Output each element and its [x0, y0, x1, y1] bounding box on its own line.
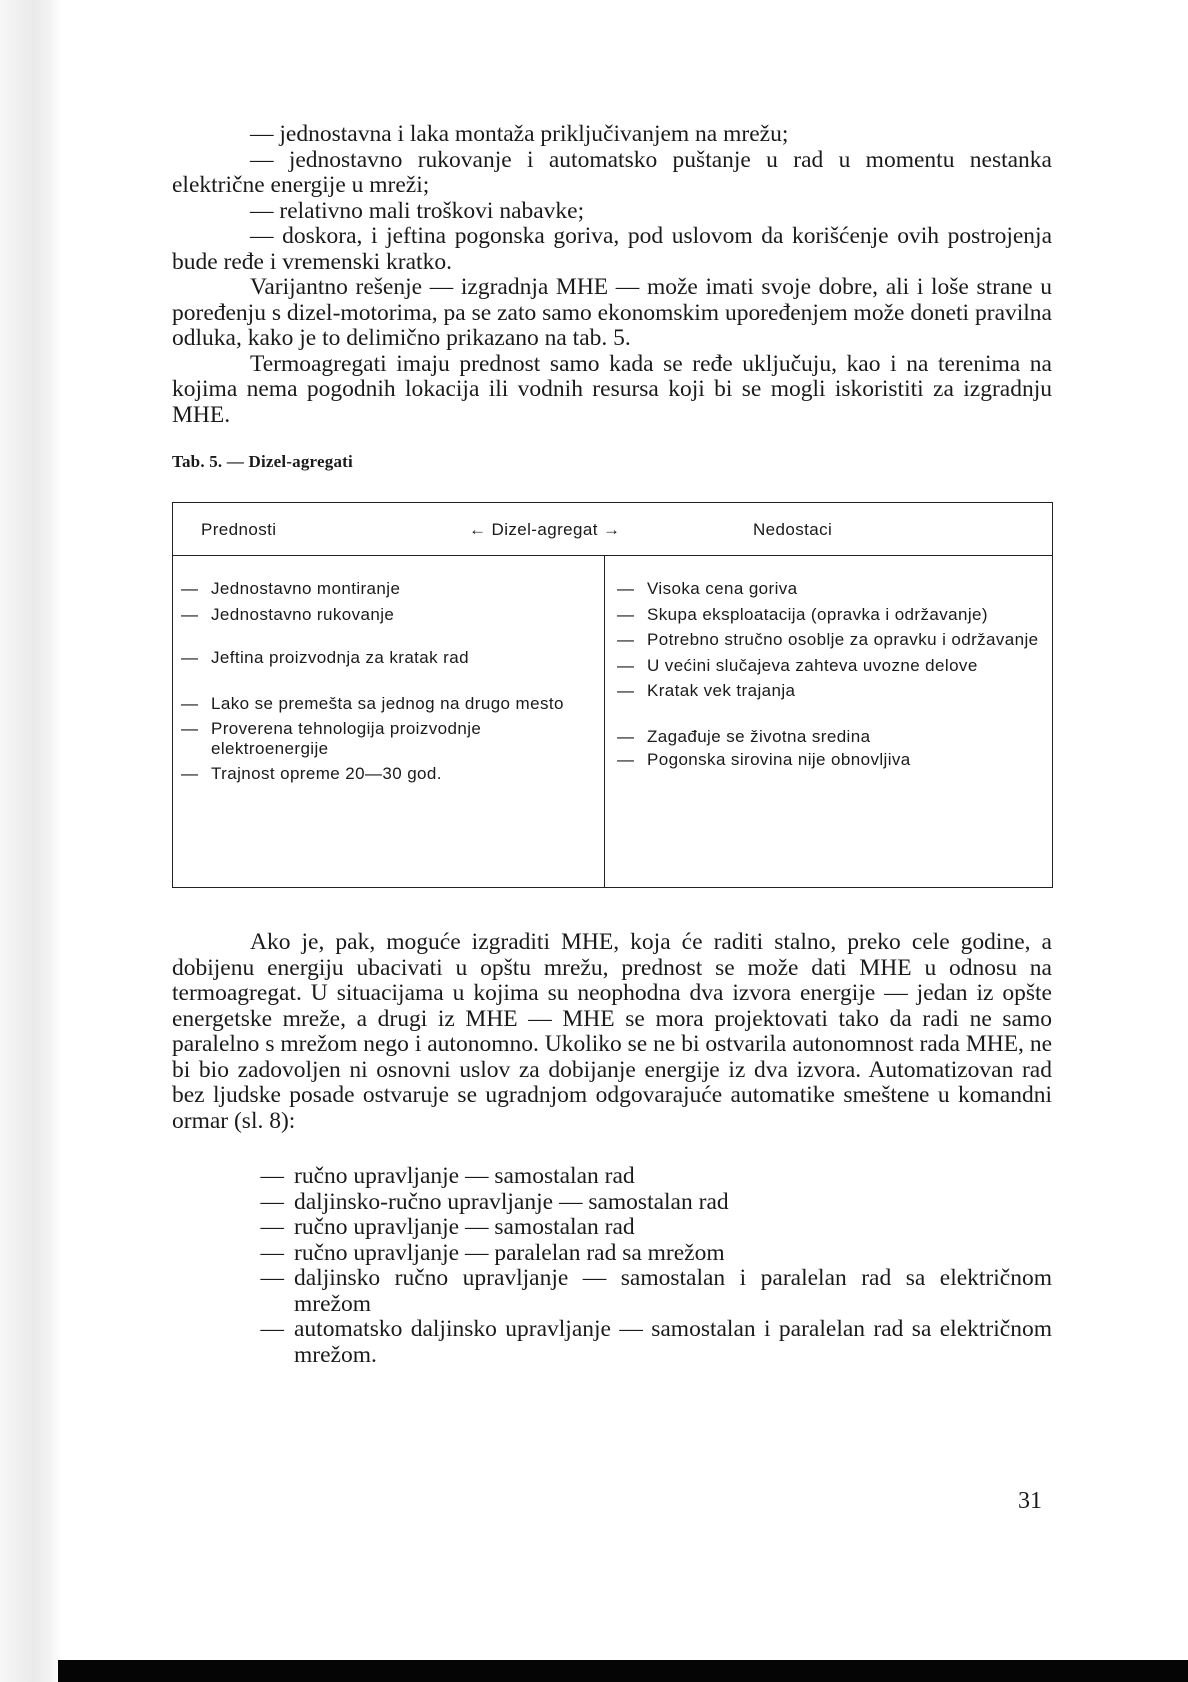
table-body [173, 556, 1052, 887]
scan-bottom-bar [58, 1660, 1188, 1682]
intro-list-item: — jednostavno rukovanje i automatsko puštanje u rad u momentu nestanka električne energije u mreži; [172, 146, 1052, 198]
advantage-item: — Lako se premešta sa jednog na drugo mesto [181, 693, 564, 713]
dizel-table [172, 502, 1053, 888]
paragraph: Varijantno rešenje — izgradnja MHE — može imati svoje dobre, ali i loše strane u poređenju s dizel-motorima, pa se zato samo ekonomskim upoređenjem može doneti pravilna odluka, kako je to delimično prikazano na tab. 5. [172, 274, 1052, 351]
disadvantage-item: — Pogonska sirovina nije obnovljiva [617, 750, 911, 769]
control-mode-item: — ručno upravljanje — samostalan rad [260, 1163, 635, 1189]
column-divider [604, 556, 605, 887]
intro-list-item: — jednostavna i laka montaža priključivanjem na mrežu; [250, 121, 789, 147]
disadvantage-item: — U većini slučajeva zahteva uvozne delove [617, 655, 978, 675]
page-number: 31 [1018, 1488, 1042, 1514]
scan-edge-shadow [0, 0, 62, 1682]
table-caption: Tab. 5. — Dizel-agregati [172, 452, 353, 471]
control-mode-item: — automatsko daljinsko upravljanje — samostalan i paralelan rad sa električnom mrežom. [260, 1316, 1052, 1368]
control-mode-item: — daljinsko-ručno upravljanje — samostalan rad [260, 1188, 729, 1215]
control-modes-list [172, 1164, 1052, 1368]
advantage-item: — Jeftina proizvodnja za kratak rad [181, 648, 469, 667]
header-advantages: Prednosti [201, 520, 277, 539]
intro-list-item: — relativno mali troškovi nabavke; [250, 197, 585, 224]
paragraph: Termoagregati imaju prednost samo kada se ređe uključuju, kao i na terenima na kojima nema pogodnih lokacija ili vodnih resursa koji bi se mogli iskoristiti za izgradnju MHE. [172, 350, 1052, 428]
control-mode-item: — ručno upravljanje — samostalan rad [260, 1214, 635, 1240]
disadvantage-item: — Kratak vek trajanja [617, 681, 796, 700]
page-content [172, 122, 1052, 1368]
disadvantage-item: — Zagađuje se životna sredina [617, 726, 871, 746]
control-mode-item: — ručno upravljanje — paralelan rad sa mrežom [260, 1239, 725, 1266]
intro-list [172, 122, 1052, 275]
advantage-item: — Proverena tehnologija proizvodnje elektroenergije [181, 719, 482, 758]
disadvantage-item: — Skupa eksploatacija (opravka i održavanje) [617, 604, 988, 624]
disadvantages-column [617, 579, 1045, 770]
advantage-item: — Jednostavno rukovanje [181, 604, 395, 624]
advantage-item: — Trajnost opreme 20—30 god. [181, 764, 442, 783]
header-disadvantages: Nedostaci [753, 520, 833, 539]
paragraph: Ako je, pak, moguće izgraditi MHE, koja će raditi stalno, preko cele godine, a dobijenu energiju ubacivati u opštu mrežu, prednost se može dati MHE u odnosu na termoagregat. U situacijama u kojima su neophodna dva izvora energije — jedan iz opšte energetske mreže, a drugi iz MHE — MHE se mora projektovati tako da radi ne samo paralelno s mrežom nego i autonomno. Ukoliko se ne bi ostvarila autonomnost rada MHE, ne bi bio zadovoljen ni osnovni uslov za dobijanje energije iz dva izvora. Automatizovan rad bez ljudske posade ostvaruje se ugradnjom odgovarajuće automatike smeštene u komandni ormar (sl. 8): [172, 929, 1052, 1134]
advantages-column [181, 579, 593, 784]
header-center: ← Dizel-agregat → [469, 520, 621, 539]
table-header [173, 503, 1052, 556]
control-mode-item: — daljinsko ručno upravljanje — samostalan i paralelan rad sa električnom mrežom [260, 1265, 1052, 1317]
advantage-item: — Jednostavno montiranje [181, 579, 401, 598]
disadvantage-item: — Potrebno stručno osoblje za opravku i održavanje [617, 630, 1039, 649]
intro-list-item: — doskora, i jeftina pogonska goriva, pod uslovom da korišćenje ovih postrojenja bude ređe i vremenski kratko. [172, 223, 1052, 275]
disadvantage-item: — Visoka cena goriva [617, 579, 798, 598]
